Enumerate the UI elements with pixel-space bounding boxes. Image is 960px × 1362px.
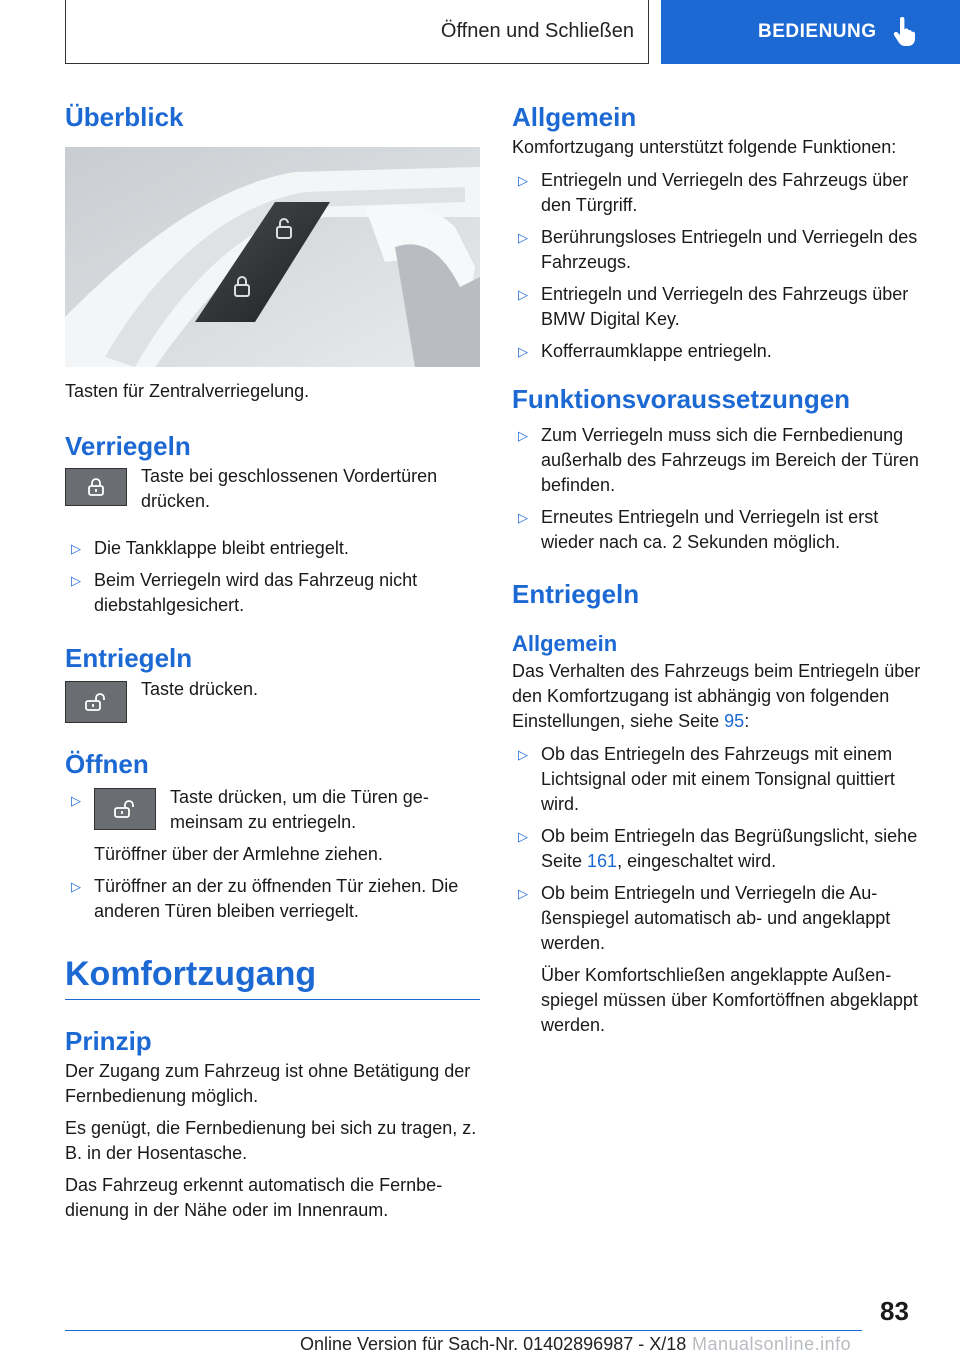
open-bullet1-sub: Türöffner über der Armlehne ziehen.	[94, 843, 383, 864]
pointing-hand-icon	[891, 17, 917, 47]
overview-heading: Überblick	[65, 102, 184, 132]
principle-para: Der Zugang zum Fahrzeug ist ohne Betätigung der Fernbedienung möglich.	[65, 1060, 471, 1106]
comfort-access-heading: Komfortzugang	[65, 954, 480, 1000]
lock-heading: Verriegeln	[65, 431, 191, 462]
general-intro: Komfortzugang unterstützt folgende Funktionen:	[512, 137, 897, 158]
general-bullet-list	[512, 168, 932, 364]
list-item: ▷ Entriegeln und Verriegeln des Fahrzeugs über BMW Digital Key.	[518, 284, 909, 330]
lock-row	[65, 468, 480, 514]
unlock-bullet-list	[512, 742, 932, 1038]
general-heading: Allgemein	[512, 102, 637, 132]
right-unlock-heading: Entriegeln	[512, 579, 640, 610]
lock-bullet-list	[65, 536, 480, 618]
lock-text: Taste bei geschlossenen Vordertüren drücken.	[141, 466, 438, 512]
list-item: ▷ Ob beim Entriegeln das Begrüßungslicht, siehe Seite 161, eingeschaltet wird.	[518, 825, 918, 871]
list-item: ▷ Taste drücken, um die Türen gemeinsam zu entriegeln. Türöffner über der Armlehne ziehen.	[65, 788, 480, 867]
list-item: ▷ Erneutes Entriegeln und Verriegeln ist erst wieder nach ca. 2 Sekunden möglich.	[518, 507, 879, 553]
lock-closed-icon	[86, 477, 106, 497]
header-section-title: Öffnen und Schließen	[440, 20, 634, 42]
left-column	[65, 96, 480, 1223]
principle-para: Es genügt, die Fernbedienung bei sich zu tragen, z. B. in der Hosentasche.	[65, 1117, 477, 1163]
photo-caption: Tasten für Zentralverriegelung.	[65, 381, 310, 402]
unlock-settings-para: Das Verhalten des Fahrzeugs beim Entriegeln über den Komfortzugang ist abhängig von folgenden Einstellungen, siehe Seite 95:	[512, 660, 921, 731]
principle-para: Das Fahrzeug erkennt automatisch die Fernbedienung in der Nähe oder im Innenraum.	[65, 1174, 443, 1220]
principle-heading: Prinzip	[65, 1025, 152, 1056]
requirements-bullet-list	[512, 423, 932, 555]
list-item: ▷ Türöffner an der zu öffnenden Tür ziehen. Die anderen Türen bleiben verriegelt.	[71, 875, 459, 921]
list-item: ▷ Zum Verriegeln muss sich die Fernbedienung außerhalb des Fahrzeugs im Bereich der Türen befinden.	[518, 425, 919, 496]
requirements-heading: Funktionsvoraussetzungen	[512, 384, 851, 415]
list-item: ▷ Berührungsloses Entriegeln und Verriegeln des Fahrzeugs.	[518, 227, 918, 273]
right-column	[512, 96, 932, 1038]
unlock-heading: Entriegeln	[65, 643, 193, 674]
unlock-button-image	[65, 681, 127, 723]
lock-open-icon	[113, 799, 137, 819]
page-link-161[interactable]: 161	[587, 850, 618, 871]
right-unlock-sub-heading: Allgemein	[512, 630, 618, 656]
page-link-95[interactable]: 95	[724, 710, 745, 731]
header-section-title-box	[65, 0, 649, 64]
page-number: 83	[880, 1296, 909, 1326]
open-unlock-button-image	[94, 788, 156, 830]
footer-online-version: Online Version für Sach-Nr. 01402896987 - X/18	[300, 1334, 687, 1354]
list-item: ▷ Die Tankklappe bleibt entriegelt.	[71, 538, 349, 559]
list-item: ▷ Beim Verriegeln wird das Fahrzeug nicht diebstahlgesichert.	[71, 570, 418, 616]
header-chapter: BEDIENUNG	[758, 21, 877, 42]
unlock-row	[65, 678, 480, 723]
list-item: ▷ Entriegeln und Verriegeln des Fahrzeugs über den Türgriff.	[518, 170, 909, 216]
unlock-text: Taste drücken.	[141, 678, 259, 699]
open-bullet-list	[65, 788, 480, 924]
unlock-bullet3-sub: Über Komfortschließen angeklappte Außenspiegel müssen über Komfortöffnen abgeklappt werden.	[541, 964, 918, 1035]
watermark: Manualsonline.info	[692, 1334, 852, 1354]
footer-divider	[65, 1330, 862, 1331]
lock-button-image	[65, 468, 127, 506]
open-heading: Öffnen	[65, 748, 149, 779]
door-lock-buttons-photo	[65, 147, 480, 367]
list-item: ▷ Kofferraumklappe entriegeln.	[518, 341, 772, 362]
lock-open-icon	[84, 692, 108, 712]
list-item: ▷ Ob das Entriegeln des Fahrzeugs mit einem Lichtsignal oder mit einem Tonsignal quittiert wird.	[518, 743, 895, 814]
header-chapter-box	[661, 0, 960, 64]
list-item: ▷ Ob beim Entriegeln und Verriegeln die Außenspiegel automatisch ab- und angeklappt werden. Über Komfortschließen angeklappte Außenspiegel müssen über Komfortöffnen abgeklappt werden.	[512, 881, 932, 1038]
